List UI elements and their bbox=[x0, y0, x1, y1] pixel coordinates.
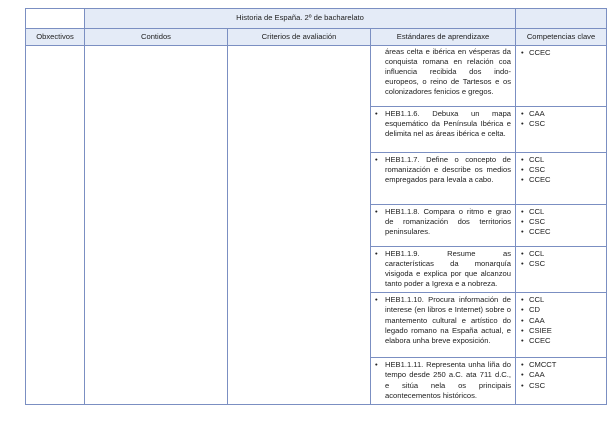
bullet-marker: • bbox=[521, 315, 524, 325]
standard-text: HEB1.1.8. Compara o ritmo e grao de romanización dos territorios peninsulares. bbox=[385, 207, 512, 237]
competencies-cell bbox=[516, 358, 607, 404]
competency-code: CSC bbox=[529, 259, 546, 269]
competencies-cell bbox=[516, 153, 607, 205]
competency-code: CMCCT bbox=[529, 360, 557, 370]
standard-text: HEB1.1.7. Define o concepto de romanización e describe os medios empregados para levala a cabo. bbox=[385, 155, 512, 185]
bullet-marker: • bbox=[521, 175, 524, 185]
curriculum-table bbox=[25, 8, 607, 405]
competency-item bbox=[520, 370, 602, 380]
standard-text: HEB1.1.6. Debuxa un mapa esquemático da Península Ibérica e delimita nel as áreas ibérica e celta. bbox=[385, 109, 512, 139]
table-title: Historia de España. 2º de bacharelato bbox=[85, 9, 516, 29]
bullet-marker: • bbox=[521, 165, 524, 175]
bullet-marker: • bbox=[521, 380, 524, 390]
competency-item bbox=[520, 295, 602, 305]
competency-item bbox=[520, 155, 602, 165]
bullet-marker: • bbox=[375, 360, 378, 370]
competency-code: CAA bbox=[529, 109, 545, 118]
competency-item bbox=[520, 119, 602, 129]
column-header-criteria: Criterios de avaliación bbox=[228, 29, 371, 46]
competency-code: CCL bbox=[529, 207, 545, 216]
competency-code: CSC bbox=[529, 119, 546, 129]
bullet-marker: • bbox=[521, 325, 524, 335]
competency-code: CSC bbox=[529, 217, 546, 227]
competency-item bbox=[520, 336, 602, 346]
bullet-marker: • bbox=[521, 227, 524, 237]
competency-item bbox=[520, 259, 602, 269]
standard-cell bbox=[371, 46, 516, 107]
competency-code: CCL bbox=[529, 249, 545, 258]
column-header-standards: Estándares de aprendizaxe bbox=[371, 29, 516, 46]
bullet-marker: • bbox=[375, 249, 378, 258]
standard-text: HEB1.1.11. Representa unha liña do tempo desde 250 a.C. ata 711 d.C., e sitúa nela os principais acontecementos históricos. bbox=[385, 360, 512, 400]
competency-code: CAA bbox=[529, 370, 545, 380]
standard-cell bbox=[371, 293, 516, 358]
competency-item bbox=[520, 326, 602, 336]
competencies-cell bbox=[516, 247, 607, 293]
bullet-marker: • bbox=[521, 335, 524, 345]
bullet-marker: • bbox=[375, 207, 378, 216]
competency-code: CCL bbox=[529, 155, 545, 164]
competencies-cell bbox=[516, 293, 607, 358]
bullet-marker: • bbox=[375, 295, 378, 305]
bullet-marker: • bbox=[375, 155, 378, 164]
standard-text: HEB1.1.10. Procura información de interese (en libros e Internet) sobre o mantemento cultural e artístico do legado romano na España actual, e elabora unha breve exposición. bbox=[385, 295, 512, 345]
bullet-marker: • bbox=[521, 119, 524, 129]
bullet-marker: • bbox=[521, 217, 524, 227]
competency-item bbox=[520, 249, 602, 259]
standard-cell bbox=[371, 107, 516, 153]
objectives-cell bbox=[26, 46, 85, 405]
competency-code: CD bbox=[529, 305, 540, 315]
competency-code: CCEC bbox=[529, 48, 551, 57]
criteria-cell bbox=[228, 46, 371, 405]
column-header-objectives: Obxectivos bbox=[26, 29, 85, 46]
standard-cell bbox=[371, 247, 516, 293]
competency-code: CCEC bbox=[529, 227, 551, 237]
bullet-marker: • bbox=[521, 360, 524, 370]
standard-text: HEB1.1.9. Resume as características da monarquía visigoda e explica por que alcanzou tanto poder a Igrexa e a nobreza. bbox=[385, 249, 512, 289]
competency-code: CCEC bbox=[529, 335, 551, 345]
bullet-marker: • bbox=[375, 109, 378, 118]
title-blank-cell bbox=[26, 9, 85, 29]
competency-code: CCL bbox=[529, 295, 545, 305]
competency-code: CAA bbox=[529, 315, 545, 325]
contents-cell bbox=[85, 46, 228, 405]
competency-item bbox=[520, 381, 602, 391]
standard-cell bbox=[371, 205, 516, 247]
competencies-cell bbox=[516, 46, 607, 107]
bullet-marker: • bbox=[521, 370, 524, 380]
competency-item bbox=[520, 316, 602, 326]
bullet-marker: • bbox=[521, 295, 524, 305]
title-blank-cell-right bbox=[516, 9, 607, 29]
bullet-marker: • bbox=[521, 207, 524, 216]
bullet-marker: • bbox=[521, 48, 524, 57]
standard-cell bbox=[371, 153, 516, 205]
competency-code: CSC bbox=[529, 380, 546, 390]
bullet-marker: • bbox=[521, 259, 524, 269]
column-header-contents: Contidos bbox=[85, 29, 228, 46]
standard-text: áreas celta e ibérica en vésperas da conquista romana en relación coa influencia recibida dos indo-europeos, o reino de Tartesos e os colonizadores fenicios e gregos. bbox=[385, 47, 512, 97]
header-row bbox=[26, 29, 607, 46]
competency-item bbox=[520, 305, 602, 315]
bullet-marker: • bbox=[521, 109, 524, 118]
competency-item bbox=[520, 48, 602, 58]
standard-cell bbox=[371, 358, 516, 404]
competency-item bbox=[520, 165, 602, 175]
competency-item bbox=[520, 207, 602, 217]
competency-item bbox=[520, 175, 602, 185]
competency-item bbox=[520, 109, 602, 119]
table-body bbox=[26, 46, 607, 405]
competencies-cell bbox=[516, 205, 607, 247]
title-row bbox=[26, 9, 607, 29]
table-row bbox=[26, 46, 607, 107]
bullet-marker: • bbox=[521, 305, 524, 315]
competency-code: CCEC bbox=[529, 175, 551, 185]
competencies-cell bbox=[516, 107, 607, 153]
competency-code: CSIEE bbox=[529, 325, 552, 335]
column-header-competencies: Competencias clave bbox=[516, 29, 607, 46]
bullet-marker: • bbox=[521, 249, 524, 258]
bullet-marker: • bbox=[521, 155, 524, 164]
competency-item bbox=[520, 217, 602, 227]
competency-code: CSC bbox=[529, 165, 546, 175]
competency-item bbox=[520, 360, 602, 370]
competency-item bbox=[520, 227, 602, 237]
